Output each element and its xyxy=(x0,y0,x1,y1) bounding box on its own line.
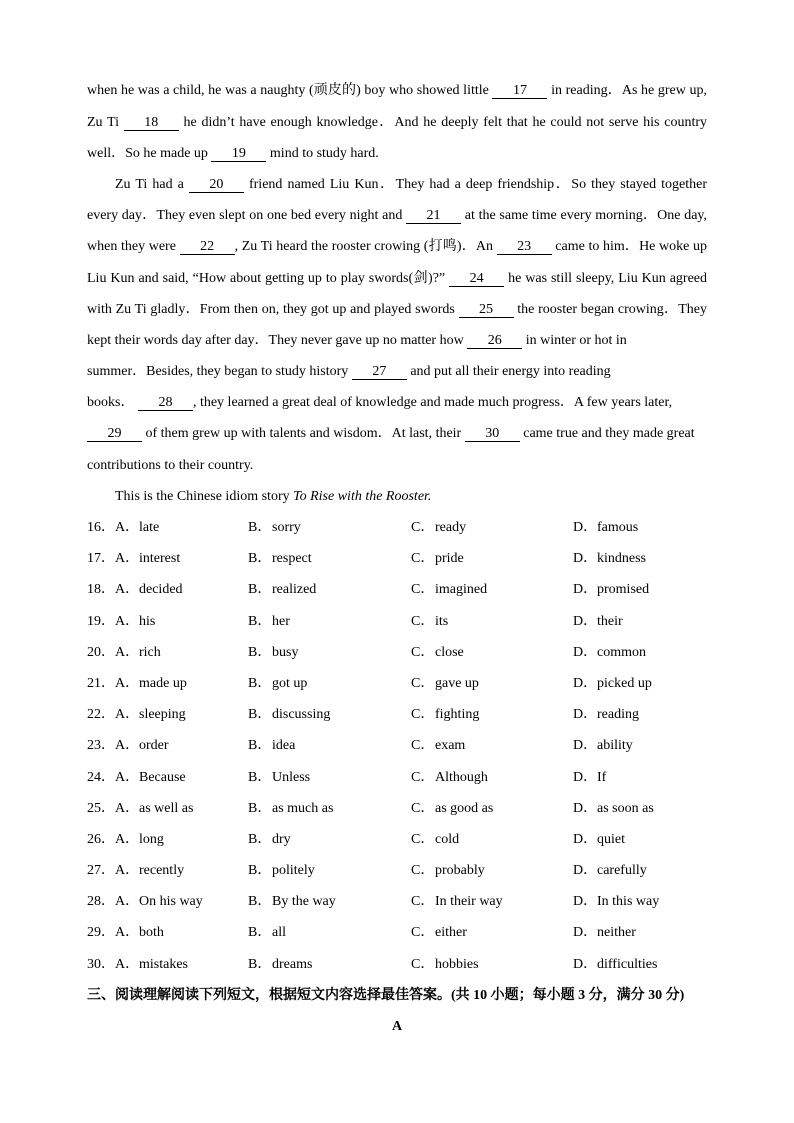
question-row xyxy=(87,917,707,948)
passage-text: contributions to their country. xyxy=(87,457,254,473)
option-label: A． xyxy=(115,769,140,785)
question-row xyxy=(87,793,707,824)
passage-line xyxy=(87,75,707,106)
exam-page xyxy=(87,75,707,1042)
option-text: fighting xyxy=(435,707,480,723)
option-c xyxy=(411,606,448,637)
option-label: A． xyxy=(115,956,140,972)
option-text: Because xyxy=(139,769,186,785)
option-text: got up xyxy=(272,675,308,691)
option-b xyxy=(248,917,286,948)
option-label: C． xyxy=(411,707,435,723)
question-row xyxy=(87,824,707,855)
question-number: 16． xyxy=(87,520,115,536)
option-label: A． xyxy=(115,831,140,847)
passage-line xyxy=(87,387,707,418)
option-b xyxy=(248,886,336,917)
passage-text: at the same time every morning．One day, xyxy=(464,208,708,224)
option-d xyxy=(573,637,646,668)
passage-text: when he was a child, he was a naughty (顽皮的) boy who showed little xyxy=(87,83,489,99)
option-c xyxy=(411,824,459,855)
question-number: 18． xyxy=(87,582,115,598)
option-text: long xyxy=(139,831,164,847)
option-text: rich xyxy=(139,644,161,660)
option-label: C． xyxy=(411,925,435,941)
question-row xyxy=(87,699,707,730)
option-label: B． xyxy=(248,831,272,847)
option-d xyxy=(573,917,636,948)
option-d xyxy=(573,668,652,699)
option-label: A． xyxy=(115,551,140,567)
option-a xyxy=(87,574,183,605)
passage-text: every day．They even slept on one bed every night and xyxy=(87,208,403,224)
option-text: exam xyxy=(435,738,466,754)
passage-text: summer．Besides, they began to study history xyxy=(87,364,349,380)
question-number: 22． xyxy=(87,707,115,723)
option-label: B． xyxy=(248,644,272,660)
question-row xyxy=(87,637,707,668)
passage-line xyxy=(87,138,707,169)
option-text: as much as xyxy=(272,800,334,816)
question-number: 23． xyxy=(87,738,115,754)
option-label: B． xyxy=(248,675,272,691)
option-label: B． xyxy=(248,863,272,879)
option-label: C． xyxy=(411,644,435,660)
answer-blank-18: 18 xyxy=(124,115,179,131)
answer-blank-23: 23 xyxy=(497,239,552,255)
question-row xyxy=(87,886,707,917)
passage-text: he was still sleepy, Liu Kun agreed xyxy=(508,270,708,286)
option-text: discussing xyxy=(272,707,331,723)
passage-text: the rooster began crowing．They xyxy=(517,301,707,317)
cloze-passage xyxy=(87,75,707,512)
option-text: dry xyxy=(272,831,291,847)
option-text: either xyxy=(435,925,467,941)
passage-text: books． xyxy=(87,395,135,411)
question-number: 21． xyxy=(87,675,115,691)
option-d xyxy=(573,512,638,543)
option-text: imagined xyxy=(435,582,488,598)
option-text: his xyxy=(139,613,156,629)
passage-line xyxy=(87,263,707,294)
section-heading: 三、阅读理解阅读下列短文，根据短文内容选择最佳答案。(共 10 小题；每小题 3 分，满分 30 分) xyxy=(87,987,685,1003)
option-text: realized xyxy=(272,582,317,598)
option-c xyxy=(411,855,485,886)
option-text: sleeping xyxy=(139,707,186,723)
option-c xyxy=(411,949,479,980)
passage-text: came true and they made great xyxy=(523,426,695,442)
option-a xyxy=(87,730,169,761)
option-b xyxy=(248,762,310,793)
answer-blank-17: 17 xyxy=(492,83,547,99)
passage-text: with Zu Ti gladly．From then on, they got up and played swords xyxy=(87,301,455,317)
option-label: B． xyxy=(248,800,272,816)
question-number: 30． xyxy=(87,956,115,972)
option-text: order xyxy=(139,738,169,754)
option-text: Although xyxy=(435,769,488,785)
option-text: By the way xyxy=(272,894,336,910)
option-b xyxy=(248,824,291,855)
option-label: D． xyxy=(573,894,598,910)
option-b xyxy=(248,730,295,761)
option-text: politely xyxy=(272,863,315,879)
option-label: D． xyxy=(573,644,598,660)
option-label: A． xyxy=(115,925,140,941)
option-text: ready xyxy=(435,520,467,536)
option-label: A． xyxy=(115,894,140,910)
option-text: In their way xyxy=(435,894,503,910)
option-label: A． xyxy=(115,707,140,723)
passage-text: friend named Liu Kun．They had a deep friendship．So they stayed together xyxy=(248,176,707,192)
option-label: C． xyxy=(411,738,435,754)
option-c xyxy=(411,637,464,668)
passage-text: and put all their energy into reading xyxy=(410,364,611,380)
option-a xyxy=(87,793,193,824)
option-c xyxy=(411,730,465,761)
option-text: idea xyxy=(272,738,296,754)
question-number: 28． xyxy=(87,894,115,910)
option-label: D． xyxy=(573,707,598,723)
option-label: A． xyxy=(115,863,140,879)
option-text: If xyxy=(597,769,607,785)
option-label: C． xyxy=(411,520,435,536)
option-label: D． xyxy=(573,956,598,972)
option-c xyxy=(411,793,493,824)
option-text: ability xyxy=(597,738,633,754)
answer-blank-30: 30 xyxy=(465,426,520,442)
option-label: A． xyxy=(115,675,140,691)
option-a xyxy=(87,949,188,980)
option-text: kindness xyxy=(597,551,646,567)
option-label: D． xyxy=(573,675,598,691)
option-d xyxy=(573,886,659,917)
option-text: both xyxy=(139,925,164,941)
option-d xyxy=(573,793,654,824)
option-label: B． xyxy=(248,613,272,629)
passage-line xyxy=(87,481,707,512)
option-label: D． xyxy=(573,582,598,598)
passage-text: well．So he made up xyxy=(87,145,208,161)
question-number: 26． xyxy=(87,831,115,847)
option-label: D． xyxy=(573,800,598,816)
option-text: neither xyxy=(597,925,636,941)
option-text: dreams xyxy=(272,956,313,972)
option-label: D． xyxy=(573,613,598,629)
passage-text: he didn’t have enough knowledge．And he deeply felt that he could not serve his country xyxy=(183,114,708,130)
passage-line xyxy=(87,231,707,262)
option-a xyxy=(87,606,155,637)
option-label: C． xyxy=(411,831,435,847)
answer-blank-28: 28 xyxy=(138,395,193,411)
option-label: A． xyxy=(115,613,140,629)
option-text: made up xyxy=(139,675,187,691)
option-text: picked up xyxy=(597,675,652,691)
option-label: B． xyxy=(248,925,272,941)
option-text: On his way xyxy=(139,894,203,910)
option-a xyxy=(87,668,187,699)
option-label: A． xyxy=(115,644,140,660)
option-b xyxy=(248,606,290,637)
passage-text: when they were xyxy=(87,239,176,255)
option-text: their xyxy=(597,613,623,629)
answer-blank-29: 29 xyxy=(87,426,142,442)
option-text: Unless xyxy=(272,769,311,785)
option-label: C． xyxy=(411,675,435,691)
option-label: B． xyxy=(248,769,272,785)
question-row xyxy=(87,543,707,574)
question-number: 24． xyxy=(87,769,115,785)
passage-line xyxy=(87,450,707,481)
option-text: gave up xyxy=(435,675,479,691)
passage-text: mind to study hard. xyxy=(269,145,379,161)
answer-blank-26: 26 xyxy=(467,333,522,349)
option-a xyxy=(87,543,180,574)
passage-text: Zu Ti xyxy=(87,114,119,130)
option-text: all xyxy=(272,925,286,941)
option-text: probably xyxy=(435,863,485,879)
option-d xyxy=(573,574,649,605)
option-label: C． xyxy=(411,800,435,816)
option-b xyxy=(248,855,315,886)
option-d xyxy=(573,730,633,761)
option-d xyxy=(573,824,625,855)
passage-text: Zu Ti had a xyxy=(115,176,184,192)
option-text: quiet xyxy=(597,831,625,847)
question-number: 29． xyxy=(87,925,115,941)
option-c xyxy=(411,762,488,793)
option-text: sorry xyxy=(272,520,301,536)
option-text: close xyxy=(435,644,464,660)
option-a xyxy=(87,855,184,886)
option-text: hobbies xyxy=(435,956,479,972)
passage-text: in winter or hot in xyxy=(525,332,627,348)
option-text: as well as xyxy=(139,800,194,816)
option-label: B． xyxy=(248,707,272,723)
question-number: 20． xyxy=(87,644,115,660)
option-text: carefully xyxy=(597,863,647,879)
option-text: common xyxy=(597,644,646,660)
option-label: C． xyxy=(411,956,435,972)
passage-line xyxy=(87,169,707,200)
question-number: 19． xyxy=(87,613,115,629)
option-text: decided xyxy=(139,582,183,598)
option-label: C． xyxy=(411,582,435,598)
passage-line xyxy=(87,107,707,138)
option-label: D． xyxy=(573,520,598,536)
option-label: B． xyxy=(248,551,272,567)
option-text: famous xyxy=(597,520,639,536)
passage-label: A xyxy=(391,1019,403,1035)
option-a xyxy=(87,512,159,543)
option-b xyxy=(248,637,298,668)
option-text: In this way xyxy=(597,894,660,910)
option-text: reading xyxy=(597,707,639,723)
answer-blank-25: 25 xyxy=(459,302,514,318)
passage-text: came to him．He woke up xyxy=(555,239,708,255)
answer-blank-21: 21 xyxy=(406,208,461,224)
option-c xyxy=(411,668,479,699)
option-b xyxy=(248,512,301,543)
option-text: her xyxy=(272,613,290,629)
passage-line xyxy=(87,356,707,387)
question-row xyxy=(87,606,707,637)
option-d xyxy=(573,762,606,793)
option-label: D． xyxy=(573,551,598,567)
option-text: pride xyxy=(435,551,464,567)
idiom-title: To Rise with the Rooster. xyxy=(293,488,432,504)
option-b xyxy=(248,949,312,980)
passage-line xyxy=(87,325,707,356)
option-c xyxy=(411,543,464,574)
passage-text: Liu Kun and said, “How about getting up to play swords(剑)?” xyxy=(87,270,446,286)
options-list xyxy=(87,512,707,980)
answer-blank-27: 27 xyxy=(352,364,407,380)
option-b xyxy=(248,574,316,605)
question-row xyxy=(87,574,707,605)
option-a xyxy=(87,762,186,793)
option-label: B． xyxy=(248,894,272,910)
question-row xyxy=(87,668,707,699)
answer-blank-22: 22 xyxy=(180,239,235,255)
option-label: C． xyxy=(411,769,435,785)
passage-line xyxy=(87,200,707,231)
option-c xyxy=(411,512,466,543)
passage-text: , they learned a great deal of knowledge and made much progress．A few years later, xyxy=(192,395,673,411)
option-text: busy xyxy=(272,644,299,660)
option-label: C． xyxy=(411,551,435,567)
passage-text: in reading．As he grew up, xyxy=(551,83,708,99)
option-label: A． xyxy=(115,738,140,754)
option-text: interest xyxy=(139,551,181,567)
option-c xyxy=(411,917,467,948)
question-row xyxy=(87,949,707,980)
option-c xyxy=(411,699,479,730)
option-label: D． xyxy=(573,925,598,941)
option-label: A． xyxy=(115,520,140,536)
option-a xyxy=(87,637,161,668)
option-text: as soon as xyxy=(597,800,654,816)
question-number: 25． xyxy=(87,800,115,816)
option-label: C． xyxy=(411,894,435,910)
option-d xyxy=(573,543,646,574)
option-text: as good as xyxy=(435,800,494,816)
option-text: respect xyxy=(272,551,312,567)
option-a xyxy=(87,917,164,948)
option-label: C． xyxy=(411,863,435,879)
question-number: 27． xyxy=(87,863,115,879)
option-text: its xyxy=(435,613,449,629)
question-row xyxy=(87,512,707,543)
option-label: D． xyxy=(573,769,598,785)
option-text: late xyxy=(139,520,160,536)
option-a xyxy=(87,824,164,855)
answer-blank-20: 20 xyxy=(189,177,244,193)
option-label: A． xyxy=(115,582,140,598)
option-label: C． xyxy=(411,613,435,629)
option-c xyxy=(411,886,503,917)
question-row xyxy=(87,762,707,793)
answer-blank-24: 24 xyxy=(449,271,504,287)
passage-text: , Zu Ti heard the rooster crowing (打鸣)．An xyxy=(234,239,493,255)
option-b xyxy=(248,793,333,824)
option-b xyxy=(248,543,312,574)
option-a xyxy=(87,699,186,730)
question-row xyxy=(87,730,707,761)
passage-text: of them grew up with talents and wisdom．At last, their xyxy=(145,426,462,442)
option-d xyxy=(573,699,639,730)
option-label: D． xyxy=(573,831,598,847)
answer-blank-19: 19 xyxy=(211,146,266,162)
option-label: D． xyxy=(573,863,598,879)
option-label: B． xyxy=(248,520,272,536)
option-b xyxy=(248,699,330,730)
option-d xyxy=(573,606,623,637)
question-row xyxy=(87,855,707,886)
passage-line xyxy=(87,418,707,449)
option-text: promised xyxy=(597,582,650,598)
question-number: 17． xyxy=(87,551,115,567)
option-b xyxy=(248,668,307,699)
option-label: D． xyxy=(573,738,598,754)
option-label: B． xyxy=(248,582,272,598)
option-text: difficulties xyxy=(597,956,658,972)
passage-text: This is the Chinese idiom story xyxy=(115,488,290,504)
option-a xyxy=(87,886,203,917)
option-label: B． xyxy=(248,738,272,754)
option-label: A． xyxy=(115,800,140,816)
option-d xyxy=(573,949,657,980)
passage-line xyxy=(87,294,707,325)
option-label: B． xyxy=(248,956,272,972)
option-text: cold xyxy=(435,831,460,847)
passage-text: kept their words day after day．They never gave up no matter how xyxy=(87,332,464,348)
option-d xyxy=(573,855,647,886)
option-text: mistakes xyxy=(139,956,188,972)
option-text: recently xyxy=(139,863,185,879)
option-c xyxy=(411,574,487,605)
